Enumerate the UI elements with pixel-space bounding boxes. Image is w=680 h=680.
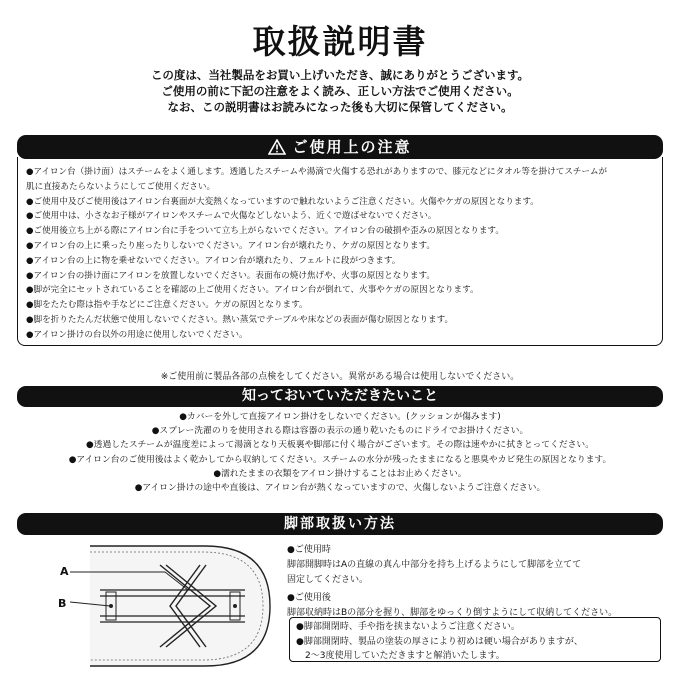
legs-caution-item: 2〜3度使用していただきますと解消いたします。 [296,651,505,661]
intro-text [0,67,680,115]
know-item: ●アイロン掛けの途中や直後は、アイロン台が熱くなっていますので、火傷しないようご注意ください。 [134,483,546,494]
know-item: ●アイロン台のご使用後はよく乾かしてから収納してください。スチームの水分が残ったままになると悪臭やカビ発生の原因となります。 [68,454,612,465]
label-b: B [58,597,67,610]
intro-line: ご使用の前に下記の注意をよく読み、正しい方法でご使用ください。 [161,84,519,98]
caution-item: ●脚を折りたたんだ状態で使用しないでください。熱い蒸気でテーブルや床などの表面が傷む原因となります。 [26,314,454,325]
intro-line: なお、この説明書はお読みになった後も大切に保管してください。 [167,100,513,114]
caution-item: ●アイロン台の上に乗ったり座ったりしないでください。アイロン台が壊れたり、ケガの原因となります。 [26,240,435,251]
caution-item: ●アイロン台の掛け面にアイロンを放置しないでください。表面布の焼け焦げや、火事の原因となります。 [26,270,435,281]
page-title: 取扱説明書 [252,22,428,61]
use-text: 固定してください。 [287,575,369,585]
legs-caution-box [289,617,661,662]
caution-item: ●アイロン台の上に物を乗せないでください。アイロン台が壊れたり、フェルトに段がつきます。 [26,255,401,266]
know-title: 知っておいていただきたいこと [242,388,438,404]
know-banner [17,386,663,407]
caution-list [18,157,662,343]
caution-item: ●脚をたたむ際は指や手などにご注意ください。ケガの原因となります。 [26,300,308,311]
legs-caution-item: ●脚部開閉時、製品の塗装の厚さにより初めは硬い場合がありますが、 [296,636,583,647]
intro-line: この度は、当社製品をお買い上げいただき、誠にありがとうございます。 [150,68,530,82]
caution-banner [17,135,663,159]
check-note: ※ご使用前に製品各部の点検をしてください。異常がある場合は使用しないでください。 [160,372,520,382]
after-text: 脚部収納時はBの部分を握り、脚部をゆっくり倒すようにして収納してください。 [287,608,618,618]
use-heading: ●ご使用時 [287,545,331,555]
know-list [0,410,680,495]
legs-instructions [287,543,667,621]
caution-item: 肌に直接あたらないようにしてご使用ください。 [26,181,216,192]
know-item: ●透過したスチームが温度差によって湯滴となり天板裏や脚部に付く場合がございます。その際は速やかに拭きとってください。 [85,440,595,451]
caution-title: ご使用上の注意 [292,138,412,156]
after-heading: ●ご使用後 [287,593,331,603]
legs-banner: 脚部取扱い方法 [17,513,663,535]
ironing-board-leg-diagram [70,540,275,670]
caution-item: ●脚が完全にセットされていることを確認の上ご使用ください。アイロン台が倒れて、火事やケガの原因となります。 [26,285,479,296]
know-item: ●カバーを外して直接アイロン掛けをしないでください。(クッションが傷みます) [179,412,501,422]
legs-caution-item: ●脚部開閉時、手や指を挟まないようご注意ください。 [296,622,520,632]
know-item: ●濡れたままの衣類をアイロン掛けすることはお止めください。 [213,468,467,479]
caution-item: ●ご使用中は、小さなお子様がアイロンやスチームで火傷などしないよう、近くで遊ばせないでください。 [26,211,437,222]
caution-item: ●ご使用中及びご使用後はアイロン台裏面が大変熱くなっていますので触れないようご注意ください。火傷やケガの原因となります。 [26,196,539,207]
use-text: 脚部開脚時はAの直線の真ん中部分を持ち上げるようにして脚部を立てて [287,560,582,570]
caution-item: ●アイロン台（掛け面）はスチームをよく通します。透過したスチームや湯滴で火傷する恐れがありますので、膝元などにタオル等を掛けてスチームが [26,167,608,177]
know-item: ●スプレー洗濯のりを使用される際は容器の表示の通り乾いたものにドライでお掛けください。 [151,426,529,437]
caution-item: ●ご使用後立ち上がる際にアイロン台に手をついて立ち上がらないでください。アイロン台の破損や歪みの原因となります。 [26,226,504,237]
caution-item: ●アイロン掛けの台以外の用途に使用しないでください。 [26,329,248,340]
caution-box [17,157,663,346]
label-a: A [60,565,69,578]
